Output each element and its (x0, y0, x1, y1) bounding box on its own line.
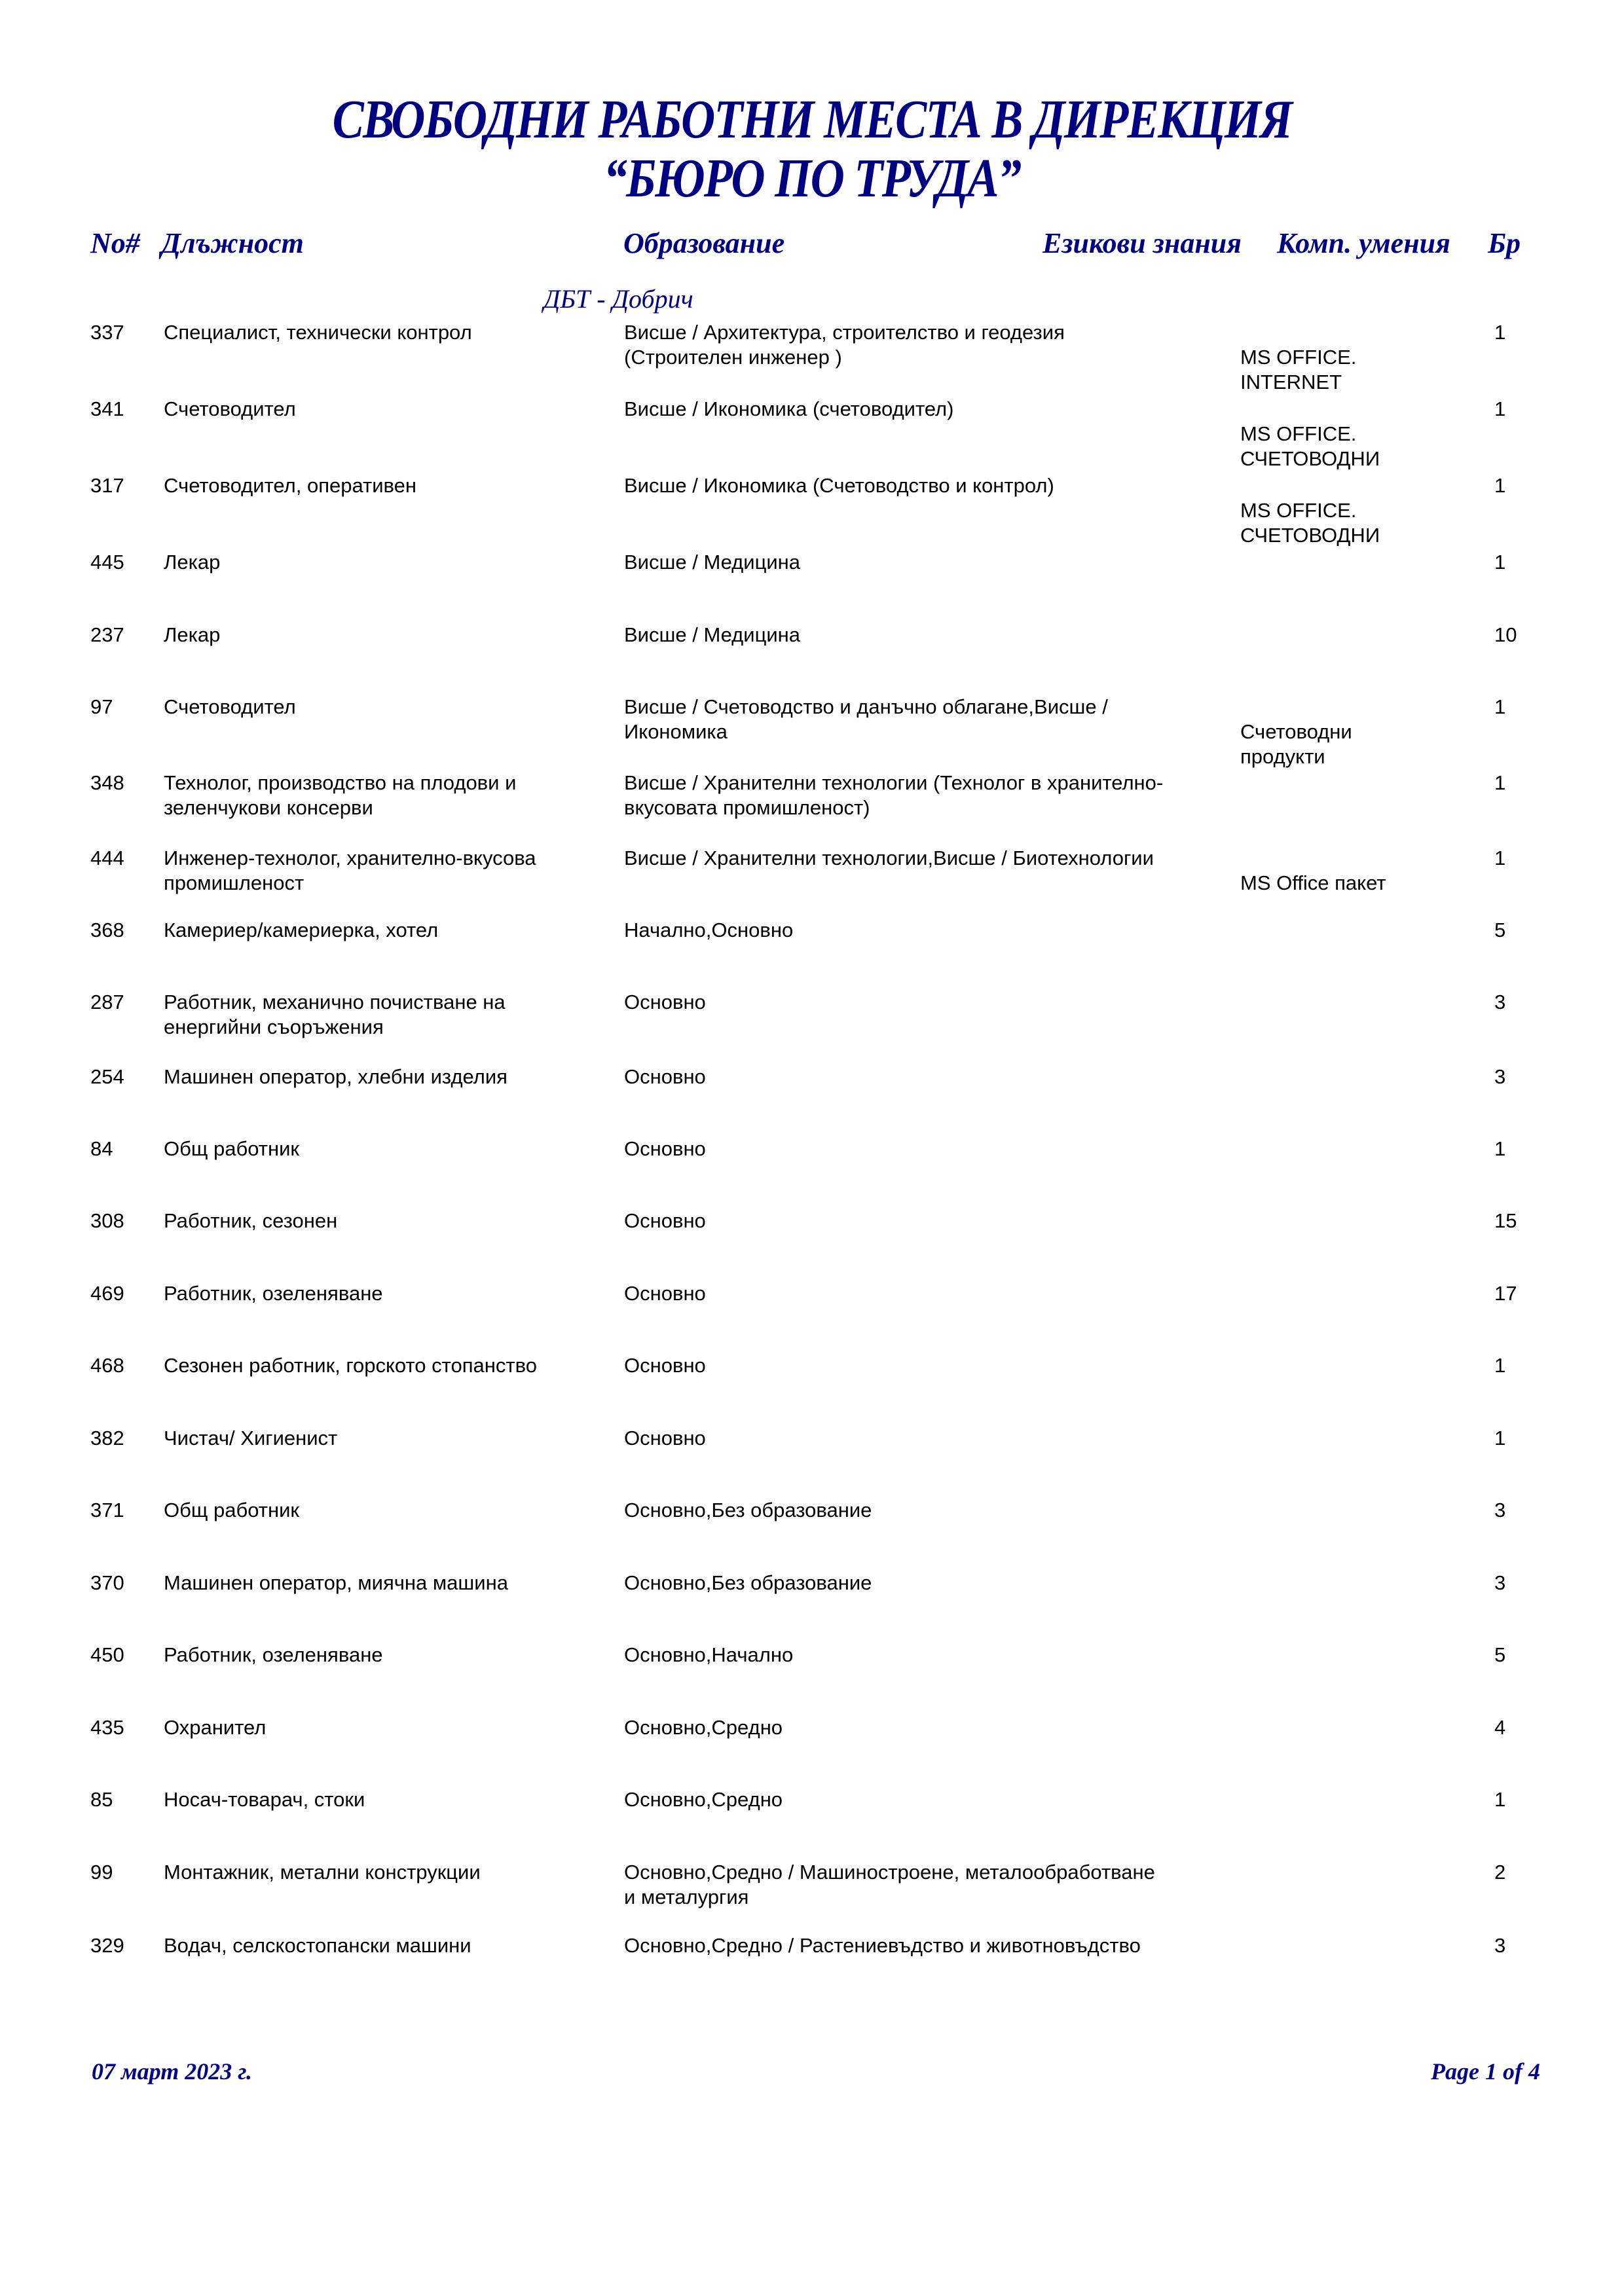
job-position: Инженер-технолог, хранително-вкусова промишленост (164, 847, 536, 894)
job-education: Начално,Основно (624, 919, 794, 941)
job-education: Основно,Средно / Машиностроене, металообработване и металургия (624, 1861, 1155, 1908)
job-number: 444 (90, 847, 124, 869)
job-position: Счетоводител (164, 695, 296, 718)
job-education: Висше / Хранителни технологии,Висше / Биотехнологии (624, 847, 1154, 869)
job-count: 3 (1494, 991, 1506, 1013)
job-number: 370 (90, 1571, 124, 1594)
job-position: Машинен оператор, миячна машина (164, 1571, 508, 1594)
job-education: Висше / Медицина (624, 551, 801, 574)
job-position: Монтажник, метални конструкции (164, 1861, 481, 1884)
job-position: Технолог, производство на плодови и зеленчукови консерви (164, 771, 517, 819)
job-number: 468 (90, 1354, 124, 1377)
job-number: 329 (90, 1934, 124, 1957)
job-number: 450 (90, 1643, 124, 1666)
job-number: 435 (90, 1716, 124, 1739)
column-header-position: Длъжност (161, 227, 304, 259)
job-number: 308 (90, 1209, 124, 1232)
job-computer-skills: Счетоводни продукти (1240, 720, 1352, 768)
job-education: Основно (624, 1065, 706, 1088)
job-count: 15 (1494, 1209, 1517, 1232)
job-position: Водач, селскостопански машини (164, 1934, 471, 1957)
column-header-count: Бр (1488, 227, 1521, 259)
job-count: 2 (1494, 1861, 1506, 1884)
job-number: 85 (90, 1788, 113, 1811)
job-computer-skills: MS OFFICE. СЧЕТОВОДНИ (1240, 499, 1380, 547)
job-count: 3 (1494, 1499, 1506, 1522)
job-position: Работник, сезонен (164, 1209, 338, 1232)
job-count: 1 (1494, 847, 1506, 869)
job-number: 368 (90, 919, 124, 941)
job-education: Висше / Икономика (счетоводител) (624, 397, 954, 420)
job-education: Основно,Средно (624, 1788, 783, 1811)
job-count: 3 (1494, 1065, 1506, 1088)
job-position: Специалист, технически контрол (164, 321, 472, 344)
job-education: Основно,Средно / Растениевъдство и животновъдство (624, 1934, 1141, 1957)
job-education: Висше / Икономика (Счетоводство и контрол) (624, 474, 1054, 497)
job-number: 97 (90, 695, 113, 718)
job-computer-skills: MS Office пакет (1240, 871, 1386, 894)
job-count: 1 (1494, 771, 1506, 794)
job-position: Охранител (164, 1716, 267, 1739)
job-education: Основно,Без образование (624, 1571, 872, 1594)
job-education: Основно (624, 1354, 706, 1377)
job-count: 5 (1494, 919, 1506, 941)
job-count: 1 (1494, 474, 1506, 497)
column-header-education: Образование (623, 227, 785, 259)
job-education: Основно,Без образование (624, 1499, 872, 1522)
job-education: Висше / Счетоводство и данъчно облагане,Висше / Икономика (624, 695, 1108, 743)
job-position: Общ работник (164, 1137, 299, 1160)
job-number: 341 (90, 397, 124, 420)
document-title-line1: СВОБОДНИ РАБОТНИ МЕСТА В ДИРЕКЦИЯ (332, 89, 1292, 150)
footer-page-number: Page 1 of 4 (1431, 2058, 1540, 2085)
job-position: Лекар (164, 623, 221, 646)
job-number: 469 (90, 1282, 124, 1305)
job-count: 5 (1494, 1643, 1506, 1666)
job-count: 1 (1494, 695, 1506, 718)
job-education: Основно (624, 1282, 706, 1305)
job-count: 1 (1494, 551, 1506, 574)
job-education: Висше / Медицина (624, 623, 801, 646)
footer-date: 07 март 2023 г. (92, 2058, 253, 2085)
job-position: Работник, озеленяване (164, 1282, 383, 1305)
job-count: 10 (1494, 623, 1517, 646)
job-count: 1 (1494, 1137, 1506, 1160)
job-position: Общ работник (164, 1499, 299, 1522)
job-number: 254 (90, 1065, 124, 1088)
job-count: 3 (1494, 1571, 1506, 1594)
document-title-line2: “БЮРО ПО ТРУДА” (603, 148, 1021, 209)
job-count: 1 (1494, 1427, 1506, 1449)
job-position: Счетоводител (164, 397, 296, 420)
job-education: Основно (624, 1427, 706, 1449)
column-header-computer-skills: Комп. умения (1277, 227, 1450, 259)
job-education: Основно,Средно (624, 1716, 783, 1739)
job-number: 348 (90, 771, 124, 794)
job-number: 84 (90, 1137, 113, 1160)
job-position: Работник, механично почистване на енергийни съоръжения (164, 991, 506, 1038)
job-position: Счетоводител, оперативен (164, 474, 417, 497)
column-header-languages: Езикови знания (1043, 227, 1242, 259)
job-education: Основно (624, 1137, 706, 1160)
column-header-no: No# (90, 227, 140, 259)
job-number: 287 (90, 991, 124, 1013)
job-position: Машинен оператор, хлебни изделия (164, 1065, 507, 1088)
job-position: Сезонен работник, горското стопанство (164, 1354, 537, 1377)
job-position: Камериер/камериерка, хотел (164, 919, 439, 941)
job-position: Чистач/ Хигиенист (164, 1427, 338, 1449)
job-number: 445 (90, 551, 124, 574)
job-count: 1 (1494, 321, 1506, 344)
job-education: Основно (624, 1209, 706, 1232)
region-heading: ДБТ - Добрич (544, 284, 693, 314)
job-position: Работник, озеленяване (164, 1643, 383, 1666)
job-count: 1 (1494, 1354, 1506, 1377)
job-education: Висше / Хранителни технологии (Технолог в хранително- вкусовата промишленост) (624, 771, 1164, 819)
job-count: 4 (1494, 1716, 1506, 1739)
job-position: Лекар (164, 551, 221, 574)
job-count: 1 (1494, 1788, 1506, 1811)
job-number: 337 (90, 321, 124, 344)
job-computer-skills: MS OFFICE. СЧЕТОВОДНИ (1240, 422, 1380, 470)
job-number: 237 (90, 623, 124, 646)
job-count: 1 (1494, 397, 1506, 420)
job-number: 382 (90, 1427, 124, 1449)
job-count: 3 (1494, 1934, 1506, 1957)
job-education: Основно,Начално (624, 1643, 794, 1666)
job-number: 371 (90, 1499, 124, 1522)
job-number: 317 (90, 474, 124, 497)
job-count: 17 (1494, 1282, 1517, 1305)
job-computer-skills: MS OFFICE. INTERNET (1240, 346, 1357, 393)
job-education: Основно (624, 991, 706, 1013)
job-number: 99 (90, 1861, 113, 1884)
job-education: Висше / Архитектура, строителство и геодезия (Строителен инженер ) (624, 321, 1065, 369)
job-position: Носач-товарач, стоки (164, 1788, 365, 1811)
